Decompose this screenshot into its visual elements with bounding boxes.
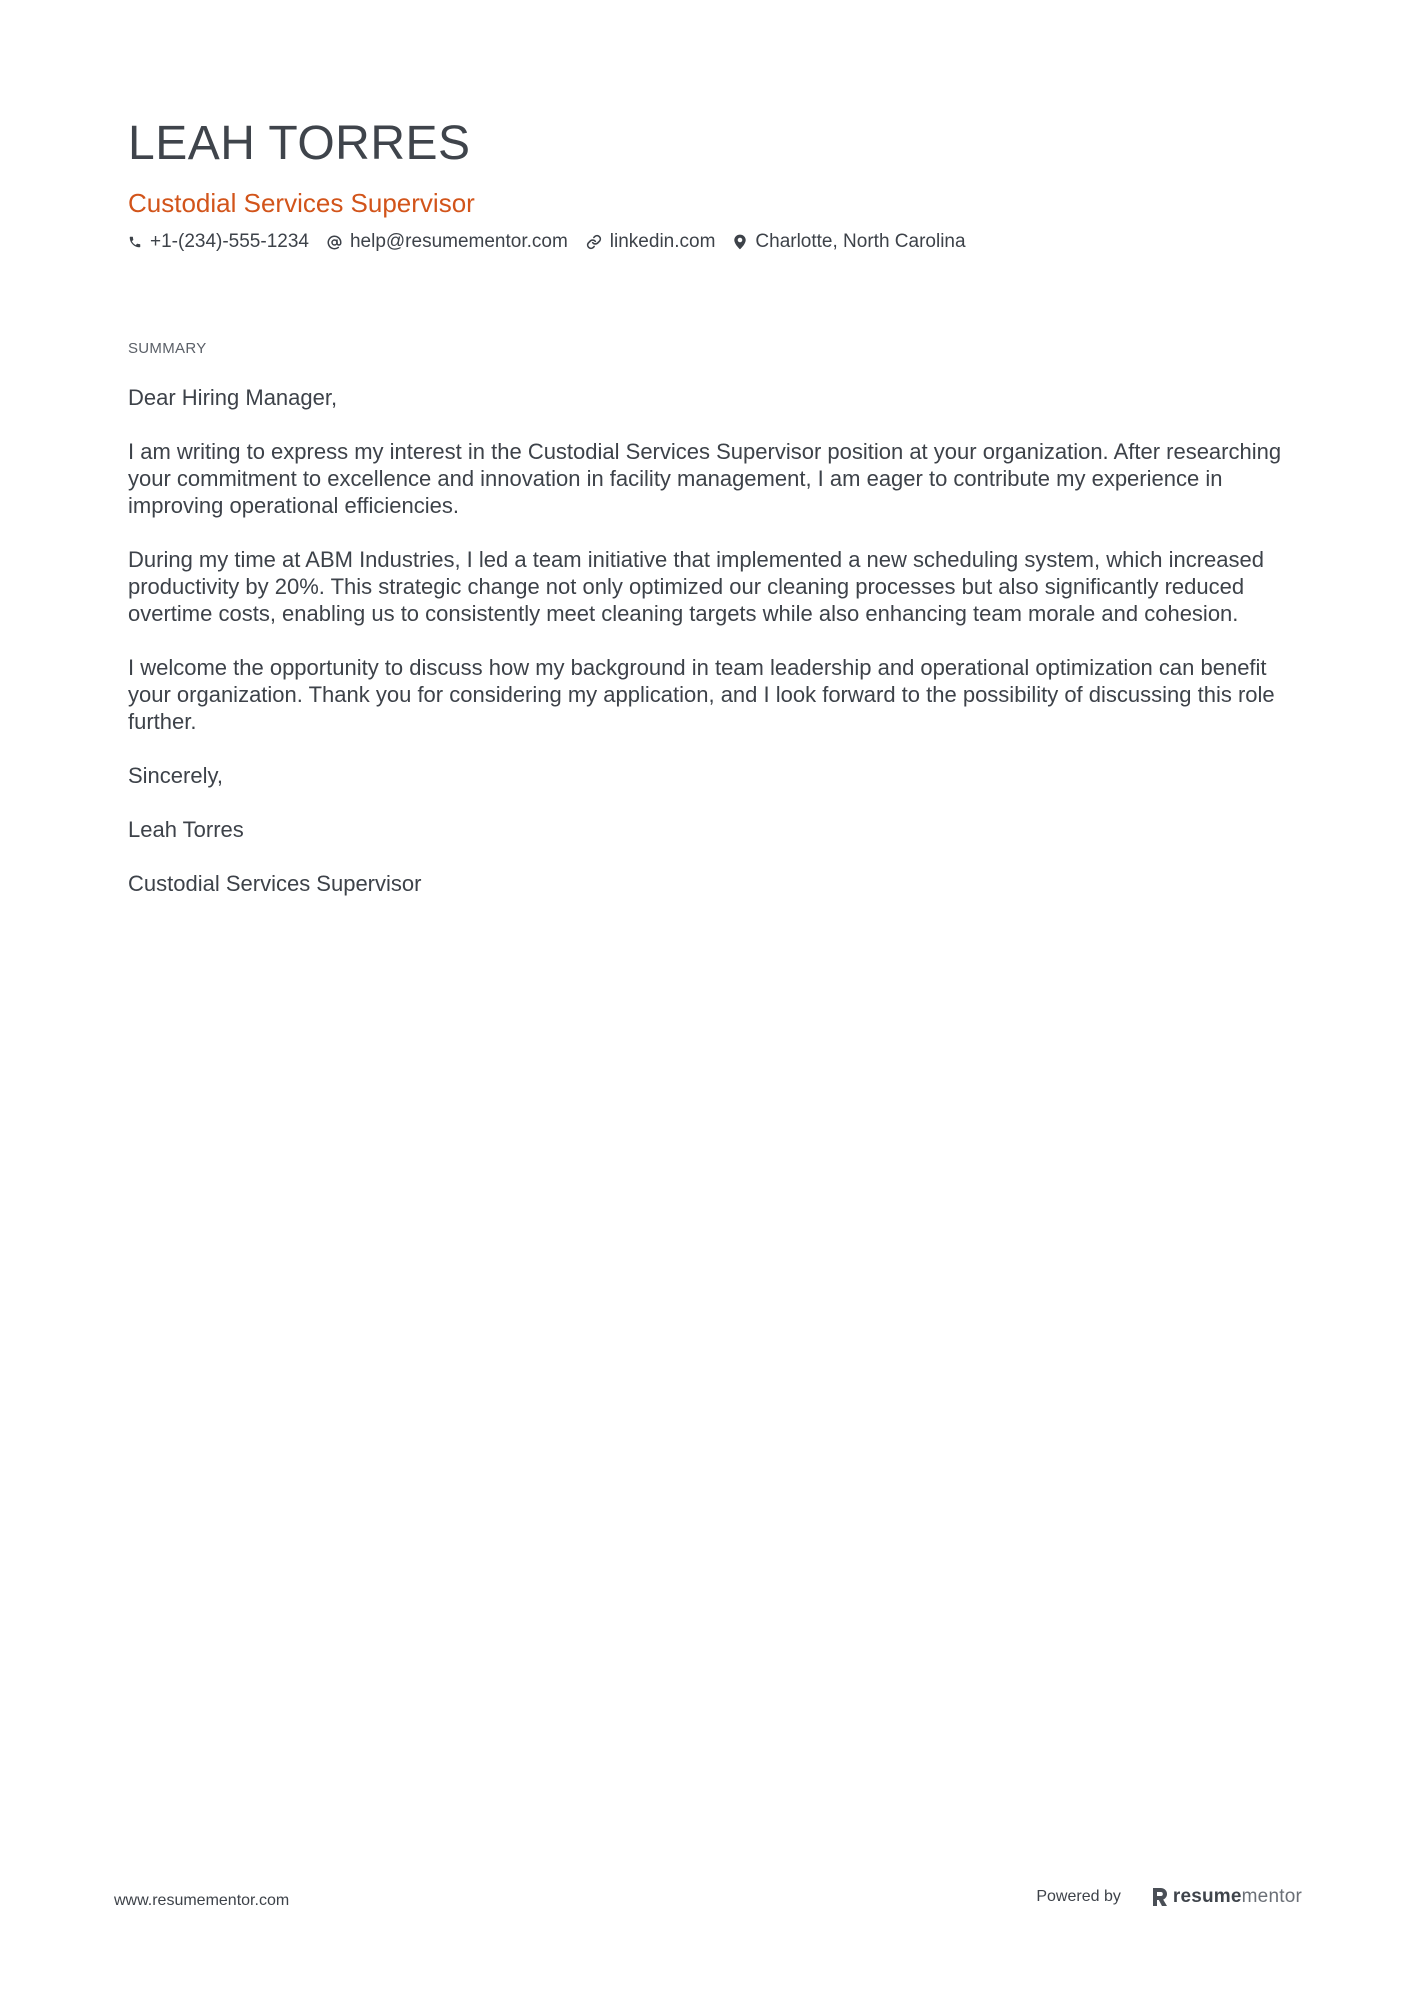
- letter-greeting: Dear Hiring Manager,: [128, 385, 338, 410]
- letter-paragraph: During my time at ABM Industries, I led a team initiative that implemented a new scheduling system, which increased productivity by 20%. This strategic change not only optimized our cleaning processes but also significantly reduced overtime costs, enabling us to consistently meet cleaning targets while also enhancing team morale and cohesion.: [128, 547, 1264, 626]
- letter-paragraph: I welcome the opportunity to discuss how my background in team leadership and operational optimization can benefit your organization. Thank you for considering my application, and I look forward to the possibility of discussing this role further.: [128, 655, 1275, 734]
- brand-wordmark: [1173, 1886, 1302, 1908]
- map-pin-icon: [733, 234, 747, 250]
- letter-closing: Sincerely,: [128, 763, 223, 788]
- footer-branding: [1036, 1886, 1302, 1908]
- contact-email: [327, 230, 568, 254]
- cover-letter-body: [128, 384, 1288, 924]
- brand-bold: resume: [1172, 1886, 1242, 1907]
- location-text: Charlotte, North Carolina: [755, 231, 966, 252]
- phone-text: +1-(234)-555-1234: [150, 231, 309, 252]
- signature-name: Leah Torres: [128, 817, 244, 842]
- candidate-title: Custodial Services Supervisor: [128, 188, 475, 218]
- section-heading-summary: SUMMARY: [128, 340, 207, 357]
- contact-website: [586, 230, 716, 254]
- contact-location: [733, 230, 965, 254]
- resumementor-logo[interactable]: [1151, 1886, 1302, 1908]
- resume-header: [128, 116, 1288, 254]
- signature-title: Custodial Services Supervisor: [128, 871, 422, 896]
- letter-paragraph: I am writing to express my interest in the Custodial Services Supervisor position at your organization. After researching your commitment to excellence and innovation in facility management, I am eager to contribute my experience in improving operational efficiencies.: [128, 439, 1282, 518]
- powered-by-label: Powered by: [1036, 1888, 1121, 1905]
- contact-bar: [128, 230, 1288, 254]
- link-icon: [586, 234, 602, 250]
- phone-icon: [128, 235, 142, 249]
- brand-light: mentor: [1241, 1886, 1302, 1907]
- candidate-name: LEAH TORRES: [128, 117, 471, 170]
- resumementor-logo-icon: [1151, 1887, 1169, 1907]
- at-sign-icon: [327, 235, 342, 250]
- email-link[interactable]: help@resumementor.com: [349, 231, 568, 252]
- contact-phone: [128, 230, 309, 254]
- footer-website-link[interactable]: www.resumementor.com: [114, 1892, 290, 1909]
- website-link[interactable]: linkedin.com: [609, 231, 716, 252]
